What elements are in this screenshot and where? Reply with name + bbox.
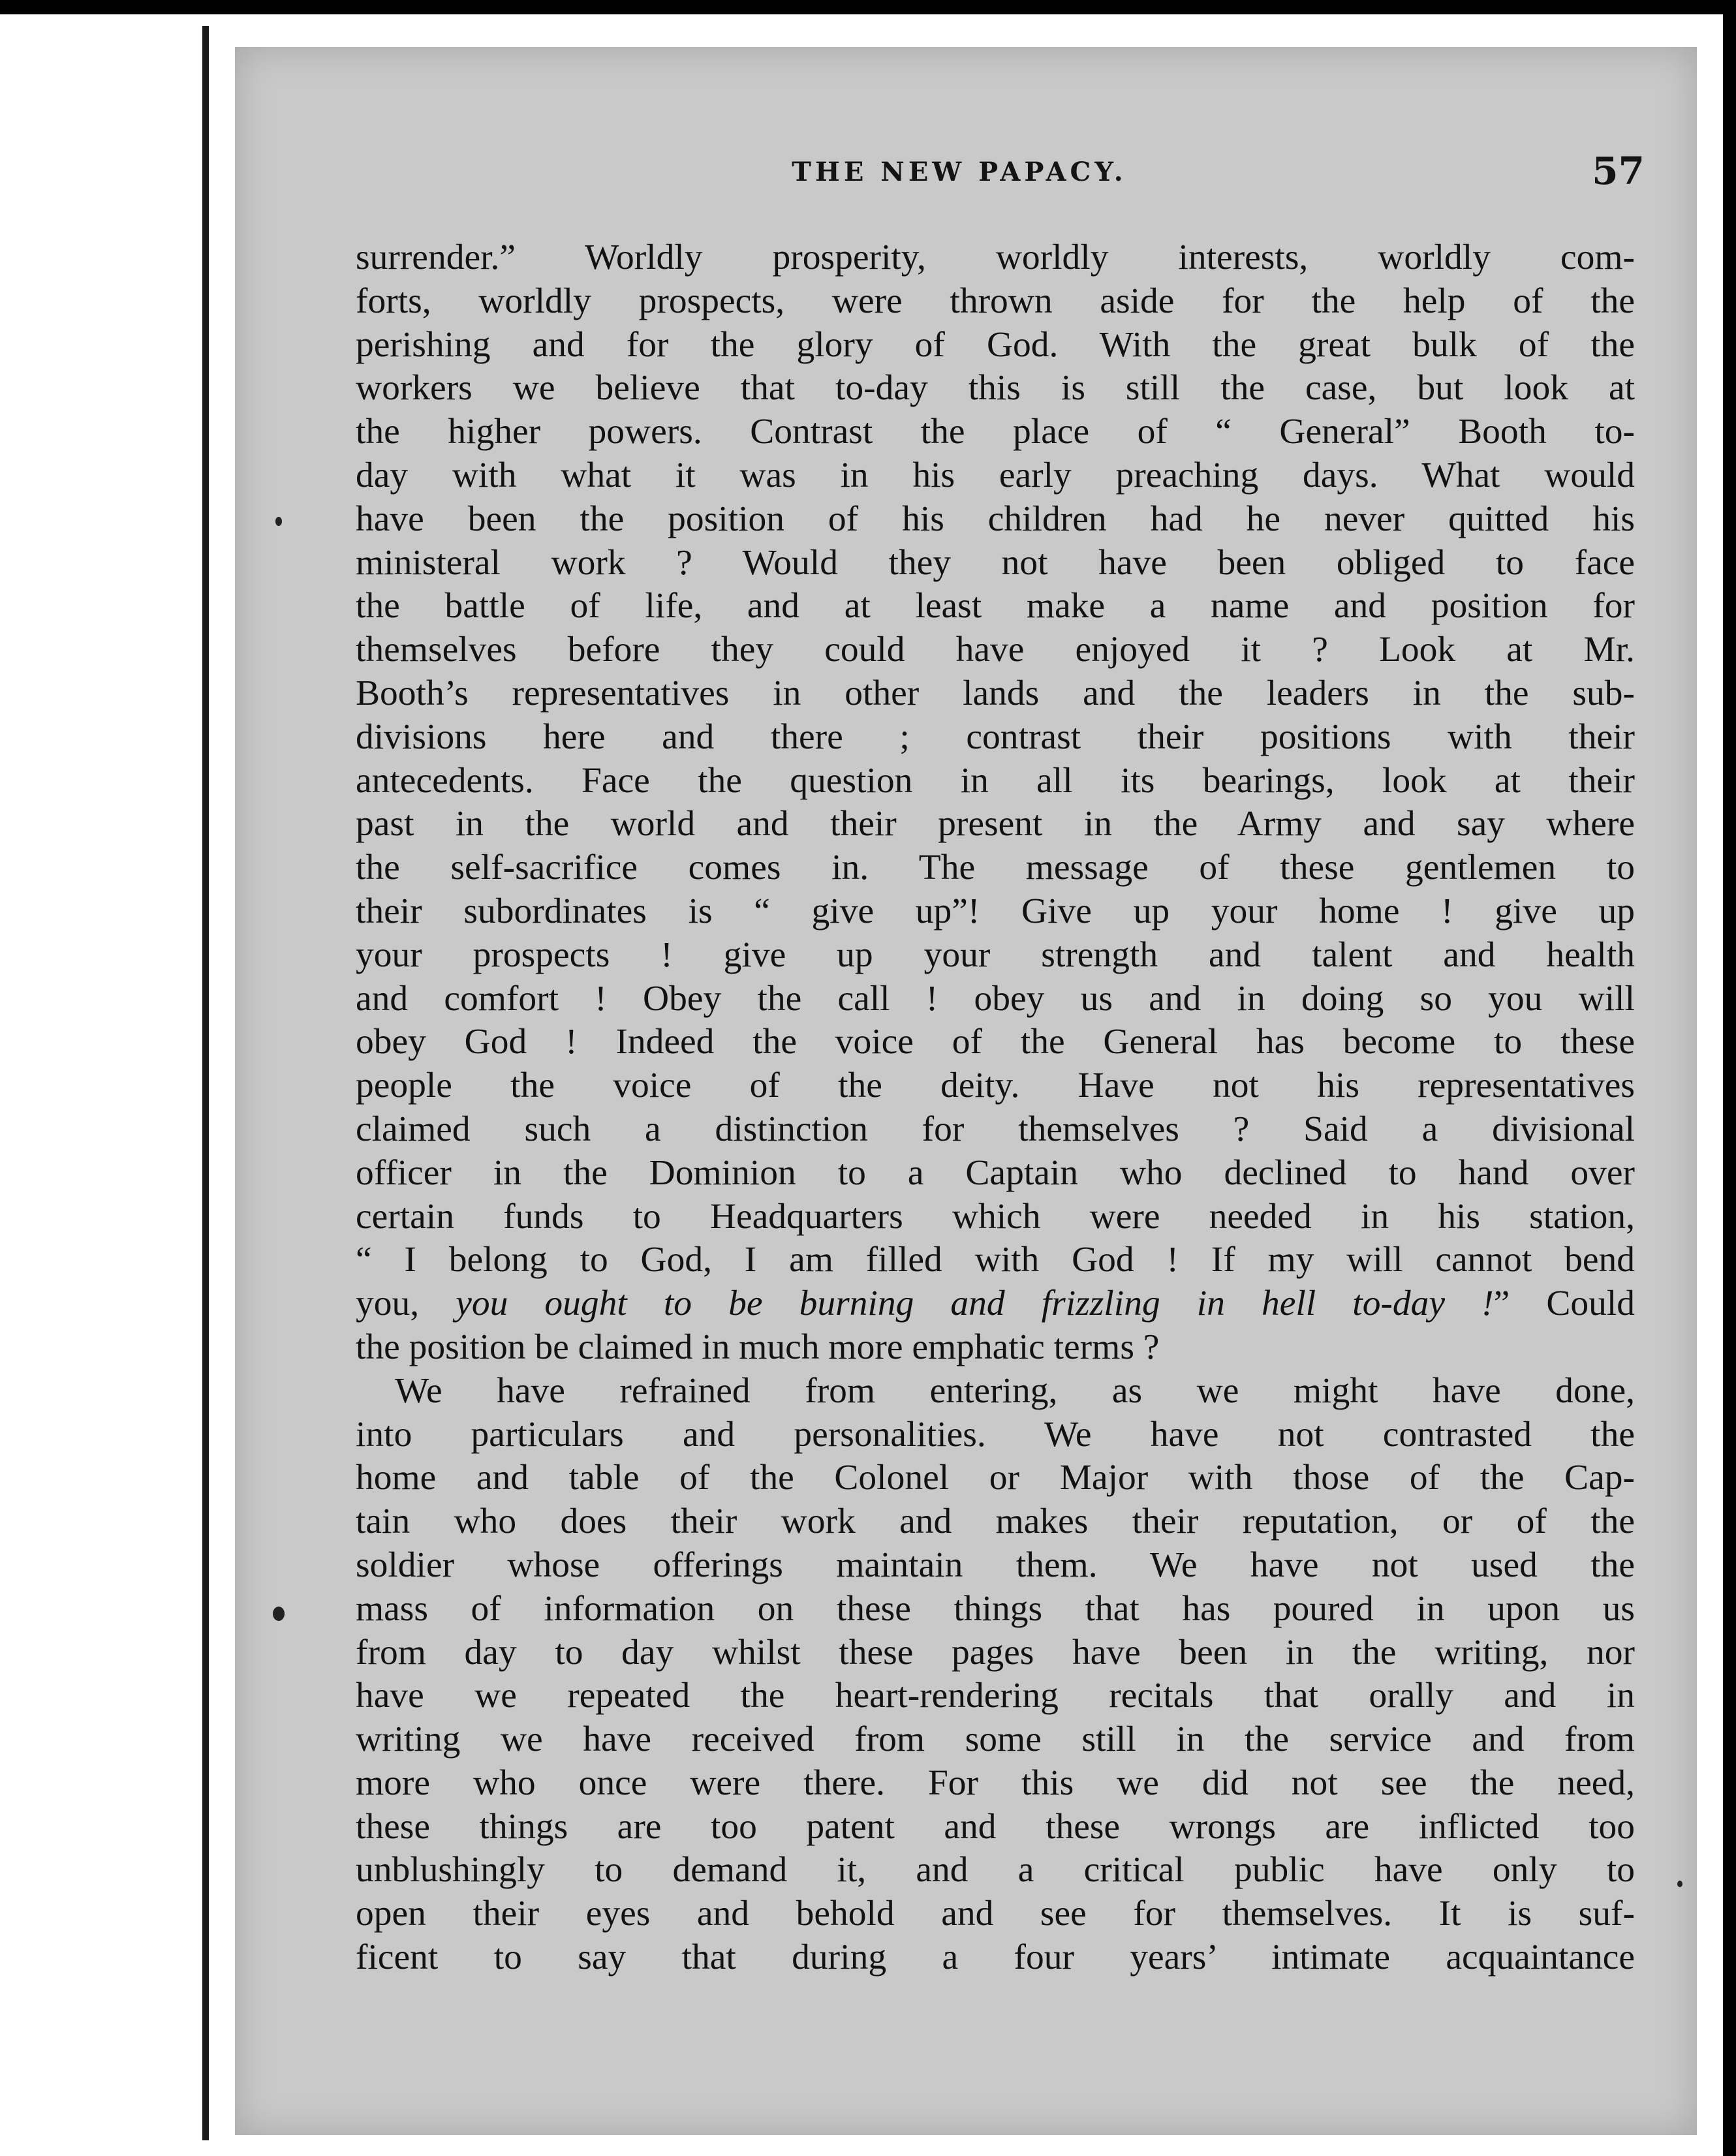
- scan-border-top: [0, 0, 1736, 14]
- text-fragment: you,: [356, 1284, 456, 1324]
- italic-quote: you ought to be burning and frizzling in hell to-day !: [456, 1284, 1494, 1324]
- text-line: ministeral work ? Would they not have been obliged to face: [356, 542, 1635, 583]
- text-line: soldier whose offerings maintain them. We have not used the: [356, 1545, 1635, 1585]
- text-line: tain who does their work and makes their reputation, or of the: [356, 1502, 1635, 1542]
- paragraph-1: [356, 236, 1635, 1370]
- text-line: antecedents. Face the question in all its bearings, look at their: [356, 760, 1635, 801]
- text-line: into particulars and personalities. We have not contrasted the: [356, 1414, 1635, 1455]
- scan-speck: [273, 1607, 285, 1621]
- running-title: THE NEW PAPACY.: [792, 157, 1127, 187]
- text-line: the higher powers. Contrast the place of “ General” Booth to-: [356, 412, 1635, 452]
- text-line: their subordinates is “ give up”! Give up your home ! give up: [356, 891, 1635, 931]
- text-line: ficent to say that during a four years’ intimate acquaintance: [356, 1937, 1635, 1978]
- text-line: mass of information on these things that has poured in upon us: [356, 1588, 1635, 1629]
- text-line: perishing and for the glory of God. With the great bulk of the: [356, 324, 1635, 365]
- scan-border-right: [1723, 0, 1736, 2156]
- text-line: have been the position of his children had he never quitted his: [356, 499, 1635, 539]
- text-line: We have refrained from entering, as we might have done,: [395, 1370, 1635, 1411]
- text-line: certain funds to Headquarters which were needed in his station,: [356, 1196, 1635, 1237]
- scan-speck: [275, 517, 282, 526]
- text-line: “ I belong to God, I am filled with God ! If my will cannot bend: [356, 1240, 1635, 1280]
- scan-speck: [1677, 1881, 1682, 1887]
- text-line: the self-sacrifice comes in. The message of these gentlemen to: [356, 848, 1635, 888]
- text-line: past in the world and their present in the Army and say where: [356, 804, 1635, 844]
- text-line: workers we believe that to-day this is still the case, but look at: [356, 368, 1635, 408]
- text-line: have we repeated the heart-rendering recitals that orally and in: [356, 1676, 1635, 1716]
- text-line: these things are too patent and these wrongs are inflicted too: [356, 1806, 1635, 1847]
- text-line: your prospects ! give up your strength and talent and health: [356, 934, 1635, 975]
- text-line: divisions here and there ; contrast their positions with their: [356, 716, 1635, 757]
- text-line: forts, worldly prospects, were thrown aside for the help of the: [356, 281, 1635, 321]
- text-line: claimed such a distinction for themselves ? Said a divisional: [356, 1109, 1635, 1149]
- text-fragment: ” Could: [1493, 1284, 1635, 1324]
- text-line: more who once were there. For this we did not see the need,: [356, 1763, 1635, 1803]
- text-line: the position be claimed in much more emphatic terms ?: [356, 1327, 1160, 1367]
- text-line: unblushingly to demand it, and a critical public have only to: [356, 1850, 1635, 1890]
- running-head: [235, 149, 1697, 202]
- text-line: and comfort ! Obey the call ! obey us and in doing so you will: [356, 978, 1635, 1019]
- text-line: themselves before they could have enjoyed it ? Look at Mr.: [356, 630, 1635, 670]
- book-binding-edge: [202, 26, 209, 2140]
- body-text: [356, 236, 1635, 1980]
- text-line: surrender.” Worldly prosperity, worldly interests, worldly com-: [356, 238, 1635, 277]
- text-line-with-italic: [356, 1282, 1635, 1326]
- page-number: 57: [1592, 149, 1645, 193]
- text-line: day with what it was in his early preaching days. What would: [356, 455, 1635, 495]
- text-line: officer in the Dominion to a Captain who declined to hand over: [356, 1152, 1635, 1193]
- text-line: Booth’s representatives in other lands and the leaders in the sub-: [356, 673, 1635, 713]
- text-line: from day to day whilst these pages have been in the writing, nor: [356, 1632, 1635, 1672]
- book-page: [235, 47, 1697, 2135]
- text-line: people the voice of the deity. Have not his representatives: [356, 1066, 1635, 1106]
- text-line: the battle of life, and at least make a name and position for: [356, 586, 1635, 626]
- text-line: open their eyes and behold and see for themselves. It is suf-: [356, 1894, 1635, 1934]
- text-line: writing we have received from some still in the service and from: [356, 1719, 1635, 1760]
- text-line: obey God ! Indeed the voice of the General has become to these: [356, 1022, 1635, 1062]
- text-line: home and table of the Colonel or Major with those of the Cap-: [356, 1458, 1635, 1498]
- paragraph-2: [356, 1370, 1635, 1980]
